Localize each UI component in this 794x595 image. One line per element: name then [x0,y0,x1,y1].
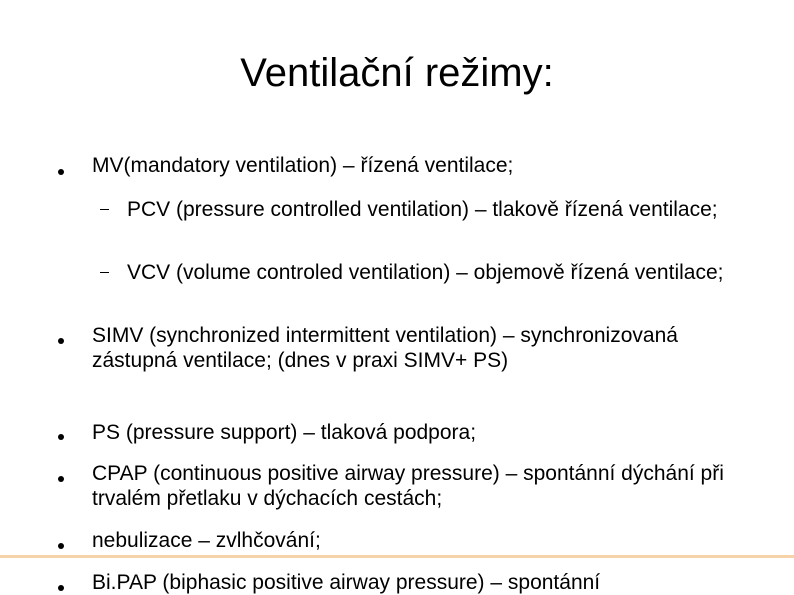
bullet-icon [58,543,64,549]
sub-list-item: PCV (pressure controlled ventilation) – tlakově řízená ventilace; [127,198,718,221]
bullet-icon [58,434,64,440]
list-item: nebulizace – zvlhčování; [92,529,321,552]
list-item: Bi.PAP (biphasic positive airway pressure) – spontánní [92,571,601,594]
selection-highlight [0,555,794,558]
bullet-icon [58,585,64,591]
dash-icon [100,209,109,210]
list-item: CPAP (continuous positive airway pressure) – spontánní dýchání při trvalém přetlaku v dýchacích cestách; [92,462,724,510]
bullet-icon [58,476,64,482]
list-item: SIMV (synchronized intermittent ventilation) – synchronizovaná zástupná ventilace; (dnes v praxi SIMV+ PS) [92,324,678,372]
list-item: MV(mandatory ventilation) – řízená ventilace; [92,154,514,177]
slide-title: Ventilační režimy: [240,51,554,95]
bullet-icon [58,338,64,344]
bullet-icon [58,169,64,175]
dash-icon [100,272,109,273]
list-item: PS (pressure support) – tlaková podpora; [92,421,477,444]
sub-list-item: VCV (volume controled ventilation) – objemově řízená ventilace; [127,261,724,284]
